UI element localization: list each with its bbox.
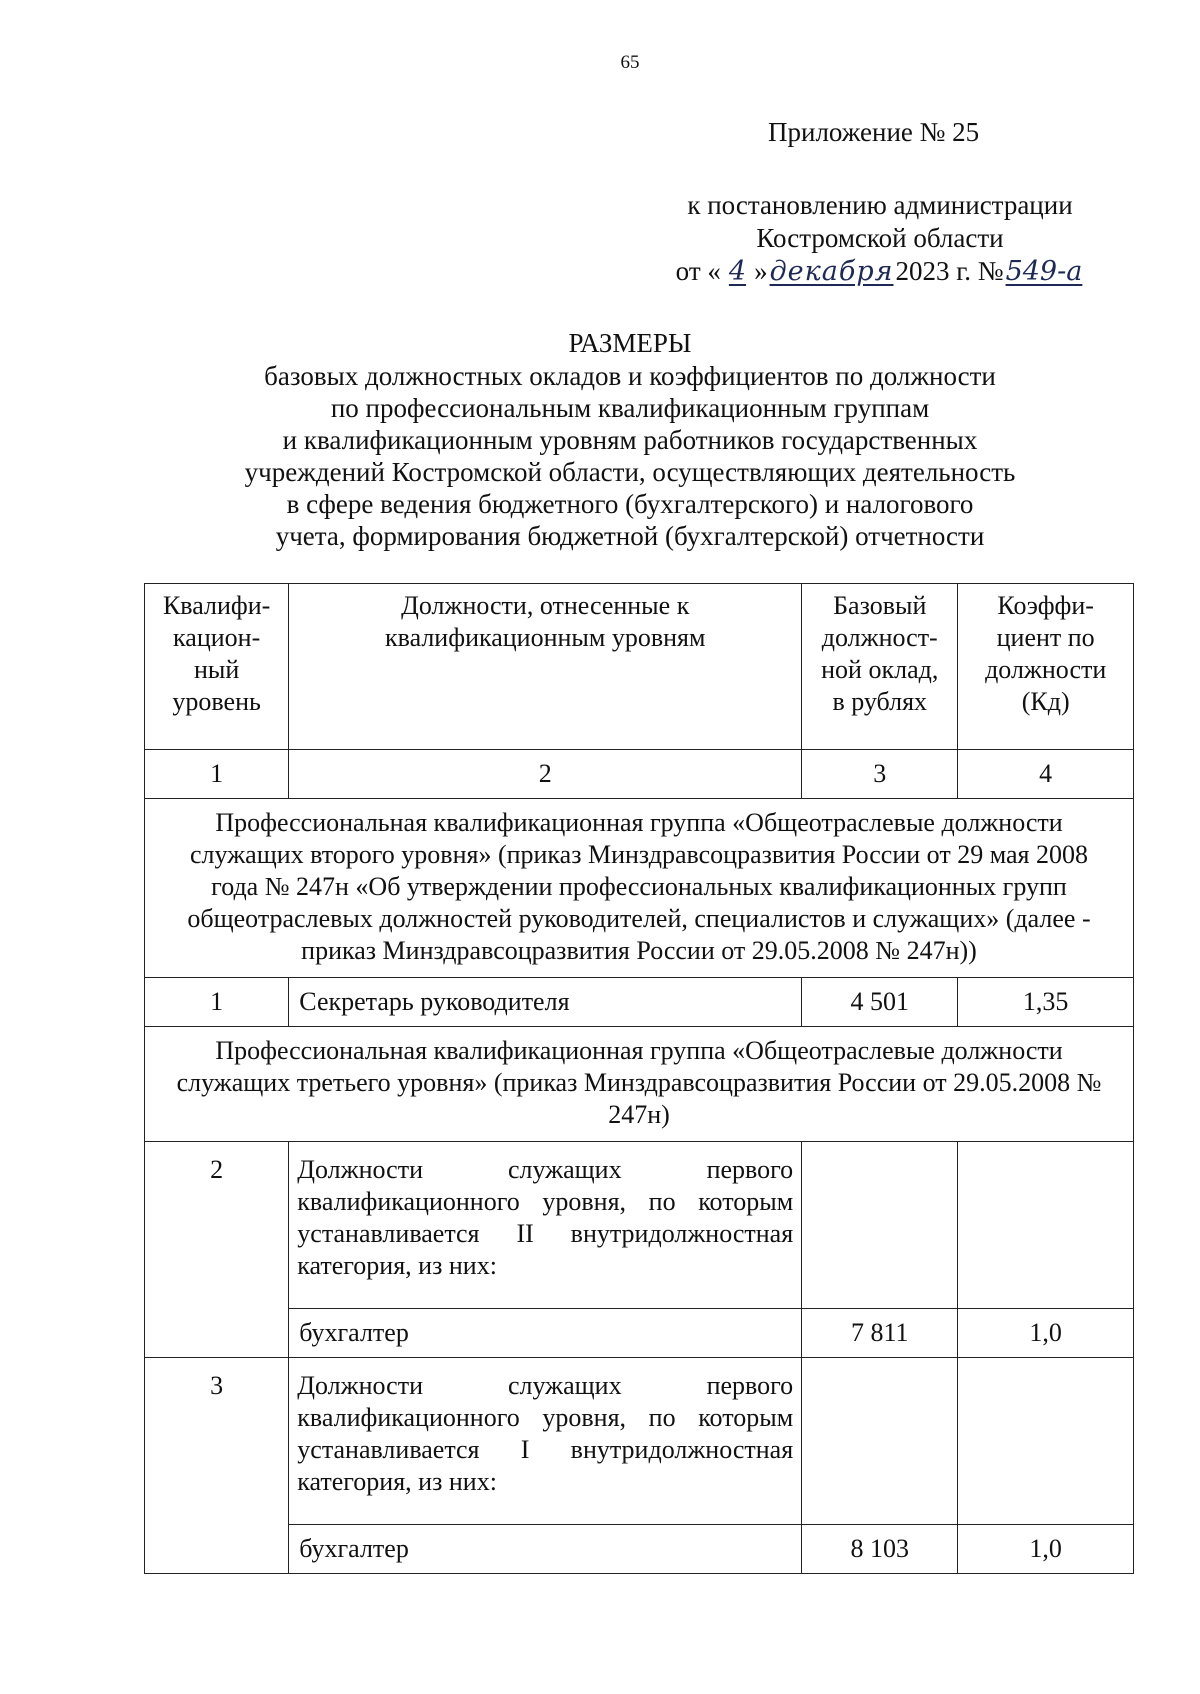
- date-year: 2023 г. №: [895, 256, 1004, 286]
- salary-cell: 7 811: [802, 1309, 958, 1358]
- group-heading-row: [145, 1027, 1134, 1142]
- header-salary-text: Базовый должност- ной оклад, в рублях: [821, 591, 939, 716]
- column-number: 2: [289, 750, 802, 799]
- salary-cell: 8 103: [802, 1525, 958, 1574]
- word: первого: [706, 1371, 794, 1400]
- date-mid: »: [754, 256, 768, 286]
- position-cell: бухгалтер: [289, 1309, 802, 1358]
- word: служащих: [507, 1371, 622, 1400]
- header-positions-text: Должности, отнесенные к квалификационным уровням: [385, 591, 706, 652]
- word: служащих: [507, 1155, 622, 1184]
- decree-line-2: Костромской области: [756, 223, 1004, 253]
- group-heading-row: [145, 799, 1134, 978]
- column-number-row: [145, 750, 1134, 799]
- decree-date-line: [660, 255, 1100, 288]
- header-coefficient-text: Коэффи- циент по должности (Кд): [985, 591, 1107, 716]
- handwritten-month: декабря: [769, 256, 894, 287]
- position-cell: Секретарь руководителя: [289, 978, 802, 1027]
- table-row: [145, 978, 1134, 1027]
- decree-line-1: к постановлению администрации: [687, 190, 1073, 220]
- level-cell: 2: [145, 1142, 289, 1358]
- table-row: [145, 1358, 1134, 1525]
- coefficient-cell-empty: [958, 1142, 1134, 1309]
- column-number: 3: [802, 750, 958, 799]
- header-positions: [289, 584, 802, 750]
- document-subtitle: базовых должностных окладов и коэффициентов по должности по профессиональным квалификационным группам и квалификационным уровням работников государственных учреждений Костромской области, осуществляющих деятельность в сфере ведения бюджетного (бухгалтерского) и налогового учета, формирования бюджетной (бухгалтерской) отчетности: [244, 361, 1016, 551]
- level-cell: 1: [145, 978, 289, 1027]
- word: Должности: [297, 1155, 423, 1184]
- document-title: РАЗМЕРЫ: [568, 328, 692, 358]
- group-heading-second-level: Профессиональная квалификационная группа «Общеотраслевые должности служащих второго уровня» (приказ Минздравсоцразвития России от 29 мая 2008 года № 247н «Об утверждении профессиональных квалификационных групп общеотраслевых должностей руководителей, специалистов и служащих» (далее - приказ Минздравсоцразвития России от 29.05.2008 № 247н)): [145, 799, 1134, 978]
- salary-cell-empty: [802, 1358, 958, 1525]
- coefficient-cell: 1,35: [958, 978, 1134, 1027]
- table-row: [145, 1525, 1134, 1574]
- column-number: 4: [958, 750, 1134, 799]
- coefficient-cell: 1,0: [958, 1525, 1134, 1574]
- salary-cell: 4 501: [802, 978, 958, 1027]
- position-cell: бухгалтер: [289, 1525, 802, 1574]
- handwritten-day: 4: [728, 256, 747, 287]
- coefficient-cell: 1,0: [958, 1309, 1134, 1358]
- description-first-line: [297, 1154, 793, 1186]
- position-description-cell: [289, 1358, 802, 1525]
- table-row: [145, 1142, 1134, 1309]
- table-row: [145, 1309, 1134, 1358]
- word: первого: [706, 1155, 794, 1184]
- description-rest: квалификационного уровня, по которым устанавливается I внутридолжностная категория, из них:: [297, 1403, 794, 1496]
- header-coefficient: [958, 584, 1134, 750]
- decree-reference: [660, 189, 1100, 288]
- description-rest: квалификационного уровня, по которым устанавливается II внутридолжностная категория, из них:: [297, 1187, 794, 1280]
- header-level: [145, 584, 289, 750]
- column-number: 1: [145, 750, 289, 799]
- salary-table: [144, 583, 1134, 1574]
- table-header-row: [145, 584, 1134, 750]
- date-prefix: от «: [675, 256, 721, 286]
- header-salary: [802, 584, 958, 750]
- header-level-text: Квалифи- кацион- ный уровень: [162, 591, 271, 716]
- appendix-title: Приложение № 25: [768, 117, 980, 147]
- group-heading-third-level: Профессиональная квалификационная группа «Общеотраслевые должности служащих третьего уровня» (приказ Минздравсоцразвития России от 29.05.2008 № 247н): [145, 1027, 1134, 1142]
- level-cell: 3: [145, 1358, 289, 1574]
- position-description-cell: [289, 1142, 802, 1309]
- coefficient-cell-empty: [958, 1358, 1134, 1525]
- salary-cell-empty: [802, 1142, 958, 1309]
- description-first-line: [297, 1370, 793, 1402]
- page-number: 65: [620, 52, 640, 73]
- handwritten-decree-number: 549-а: [1005, 256, 1083, 287]
- word: Должности: [297, 1371, 423, 1400]
